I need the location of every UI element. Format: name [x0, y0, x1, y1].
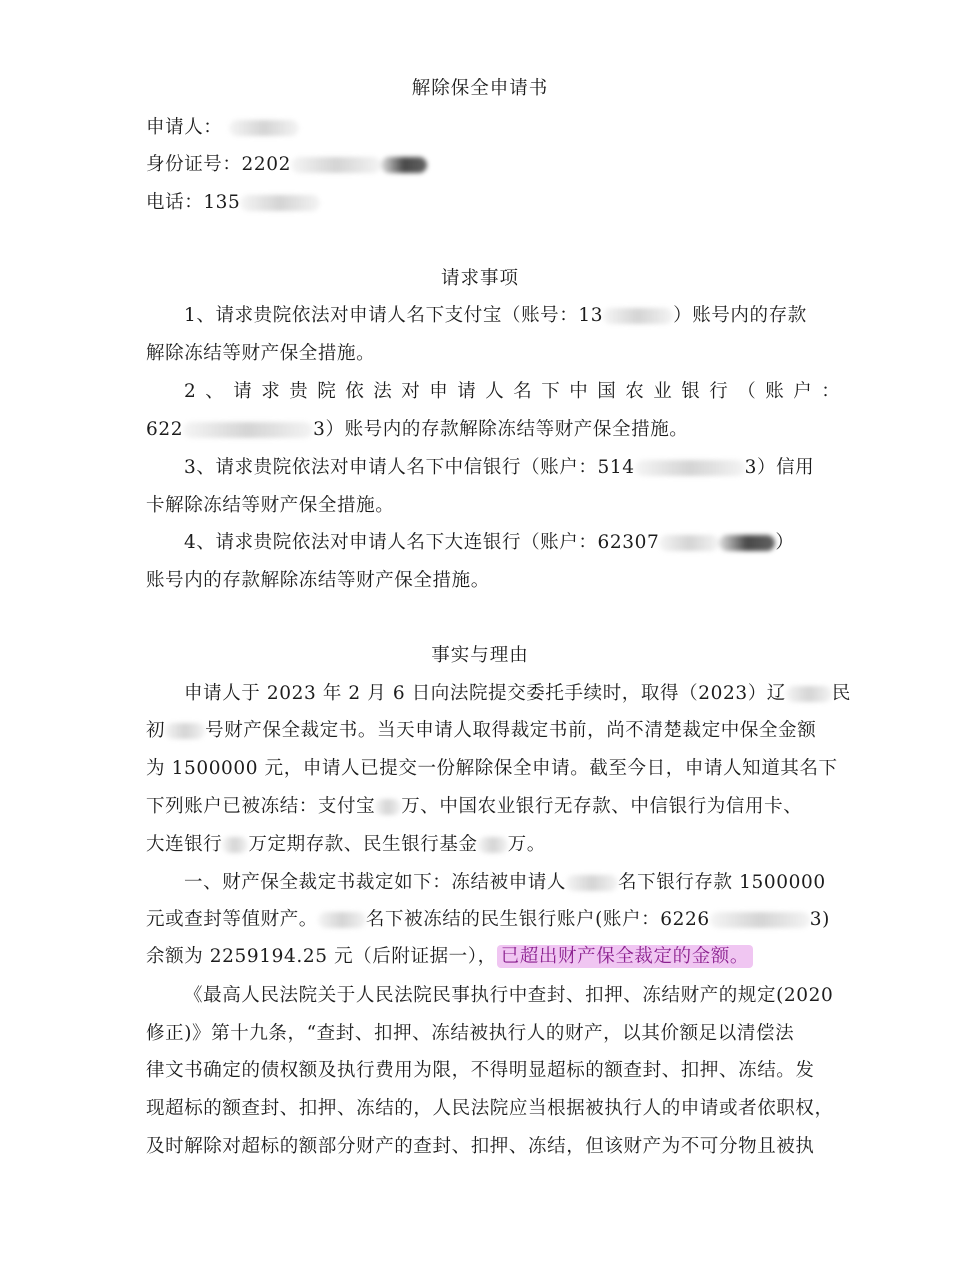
account-prefix: 13: [578, 305, 604, 326]
facts-text: 民: [831, 683, 851, 704]
facts-p1-line-4: [146, 795, 802, 819]
facts-text: 一、财产保全裁定书裁定如下：冻结被申请人: [184, 872, 567, 893]
redacted-phone: [240, 195, 320, 211]
request-text: 1、请求贵院依法对申请人名下支付宝（账号：: [184, 305, 579, 326]
applicant-phone-row: [146, 191, 320, 215]
applicant-name-row: [146, 116, 299, 140]
redacted-name: [566, 875, 618, 891]
facts-p1-line-1: [184, 682, 851, 706]
applicant-phone-label: 电话：: [146, 192, 204, 213]
requests-heading: 请求事项: [440, 268, 519, 289]
redacted-name: [229, 120, 299, 136]
request-item-4-line-1: [184, 531, 794, 555]
account-prefix: 622: [146, 419, 184, 440]
redacted-account: [659, 535, 719, 551]
applicant-id-value: 2202: [241, 154, 291, 175]
redacted-amount: [375, 799, 401, 815]
redacted-case-no: [165, 723, 205, 739]
account-prefix: 62307: [597, 532, 660, 553]
facts-text: 余额为 2259194.25 元（后附证据一），: [146, 946, 497, 967]
applicant-id-row: [146, 153, 427, 177]
facts-text: 名下被冻结的民生银行账户(账户：6226: [365, 909, 710, 930]
applicant-name-label: 申请人：: [146, 117, 223, 138]
facts-p3-line-5: 及时解除对超标的额部分财产的查封、扣押、冻结，但该财产为不可分物且被执: [146, 1136, 815, 1157]
facts-text: 初: [146, 720, 166, 741]
facts-text: 下列账户已被冻结：支付宝: [146, 796, 376, 817]
request-item-2-line-1: 2、请求贵院依法对申请人名下中国农业银行（账户：: [184, 381, 850, 402]
facts-p1-line-3: 为 1500000 元，申请人已提交一份解除保全申请。截至今日，申请人知道其名下: [146, 758, 838, 779]
facts-p3-line-2: 修正)》第十九条，“查封、扣押、冻结被执行人的财产，以其价额足以清偿法: [146, 1023, 795, 1044]
request-text: 3）账号内的存款解除冻结等财产保全措施。: [313, 419, 689, 440]
facts-text: 元或查封等值财产。: [146, 909, 318, 930]
facts-text: 万、中国农业银行无存款、中信银行为信用卡、: [401, 796, 803, 817]
facts-p3-line-1: 《最高人民法院关于人民法院民事执行中查封、扣押、冻结财产的规定(2020: [184, 985, 834, 1006]
redacted-amount: [478, 837, 508, 853]
redacted-id-dark: [381, 157, 427, 173]
account-prefix: 514: [597, 457, 635, 478]
redacted-account: [635, 460, 745, 476]
request-text: ）账号内的存款: [673, 305, 807, 326]
request-item-1-line-1: [184, 304, 807, 328]
highlighted-text: 已超出财产保全裁定的金额。: [497, 945, 753, 968]
redacted-name: [318, 912, 366, 928]
request-text: ）: [775, 532, 795, 553]
request-item-3-line-1: [184, 456, 814, 480]
facts-text: 申请人于 2023 年 2 月 6 日向法院提交委托手续时，取得（2023）辽: [184, 683, 786, 704]
redacted-account: [603, 308, 673, 324]
facts-p2-line-3: [146, 945, 753, 969]
facts-p1-line-5: [146, 833, 546, 857]
request-item-1-line-2: 解除冻结等财产保全措施。: [146, 343, 376, 364]
document-title: 解除保全申请书: [411, 78, 549, 99]
redacted-id: [291, 157, 381, 173]
request-text: 4、请求贵院依法对申请人名下大连银行（账户：: [184, 532, 598, 553]
facts-text: 万。: [507, 834, 546, 855]
facts-text: 名下银行存款 1500000: [618, 872, 826, 893]
redacted-account: [710, 912, 810, 928]
redacted-account-dark: [719, 535, 775, 551]
request-item-4-line-2: 账号内的存款解除冻结等财产保全措施。: [146, 570, 490, 591]
facts-p2-line-1: [184, 871, 826, 895]
facts-text: 号财产保全裁定书。当天申请人取得裁定书前，尚不清楚裁定中保全金额: [205, 720, 817, 741]
facts-p1-line-2: [146, 719, 816, 743]
applicant-phone-value: 135: [203, 192, 241, 213]
facts-p2-line-2: [146, 908, 830, 932]
facts-p3-line-4: 现超标的额查封、扣押、冻结的，人民法院应当根据被执行人的申请或者依职权，: [146, 1098, 834, 1119]
request-text: 3、请求贵院依法对申请人名下中信银行（账户：: [184, 457, 598, 478]
facts-p3-line-3: 律文书确定的债权额及执行费用为限，不得明显超标的额查封、扣押、冻结。发: [146, 1060, 815, 1081]
facts-heading: 事实与理由: [431, 645, 529, 666]
redacted-case-no: [786, 686, 832, 702]
redacted-account: [183, 422, 313, 438]
facts-text: 大连银行: [146, 834, 223, 855]
redacted-amount: [222, 837, 248, 853]
facts-text: 万定期存款、民生银行基金: [248, 834, 478, 855]
request-item-3-line-2: 卡解除冻结等财产保全措施。: [146, 495, 395, 516]
request-item-2-line-2: [146, 418, 688, 442]
facts-text: 3): [809, 909, 830, 930]
applicant-id-label: 身份证号：: [146, 154, 242, 175]
request-text: 3）信用: [744, 457, 815, 478]
